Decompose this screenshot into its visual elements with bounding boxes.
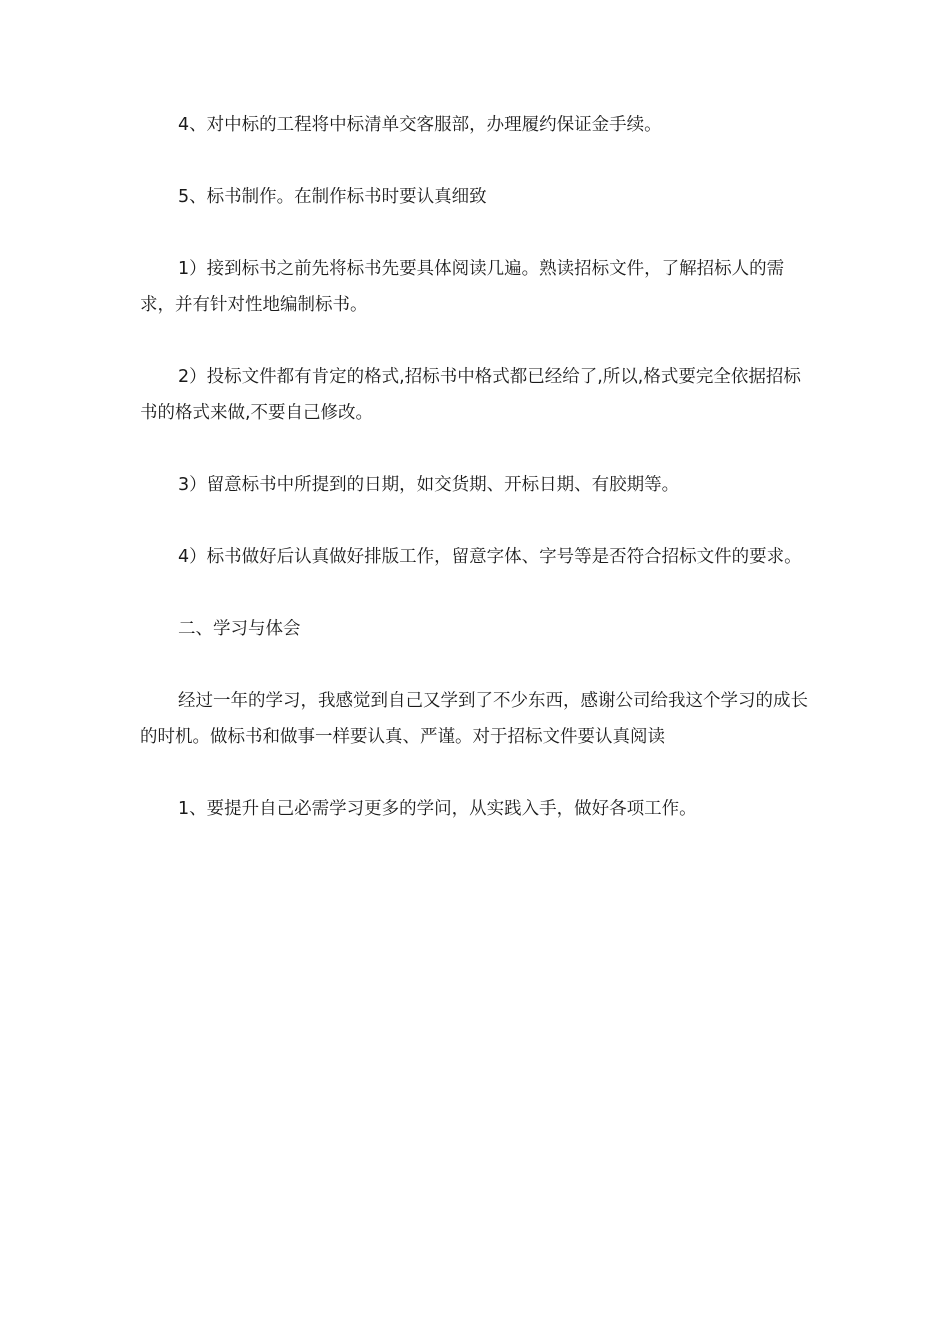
section-heading-learning: 二、学习与体会	[178, 619, 301, 639]
paragraph-item-4: 4、对中标的工程将中标清单交客服部，办理履约保证金手续。	[178, 115, 662, 135]
paragraph-item-5: 5、标书制作。在制作标书时要认真细致	[178, 187, 487, 207]
paragraph-experience: 经过一年的学习，我感觉到自己又学到了不少东西，感谢公司给我这个学习的成长的时机。做标书和做事一样要认真、严谨。对于招标文件要认真阅读	[140, 691, 808, 747]
paragraph-sub-2: 2）投标文件都有肯定的格式,招标书中格式都已经给了,所以,格式要完全依据招标书的格式来做,不要自己修改。	[140, 367, 801, 423]
paragraph-learn-1: 1、要提升自己必需学习更多的学问，从实践入手，做好各项工作。	[178, 799, 697, 819]
paragraph-sub-3: 3）留意标书中所提到的日期，如交货期、开标日期、有胶期等。	[178, 475, 680, 495]
paragraph-sub-1: 1）接到标书之前先将标书先要具体阅读几遍。熟读招标文件，了解招标人的需求，并有针对性地编制标书。	[140, 259, 785, 315]
document-body	[140, 107, 812, 863]
paragraph-sub-4: 4）标书做好后认真做好排版工作，留意字体、字号等是否符合招标文件的要求。	[178, 547, 802, 567]
